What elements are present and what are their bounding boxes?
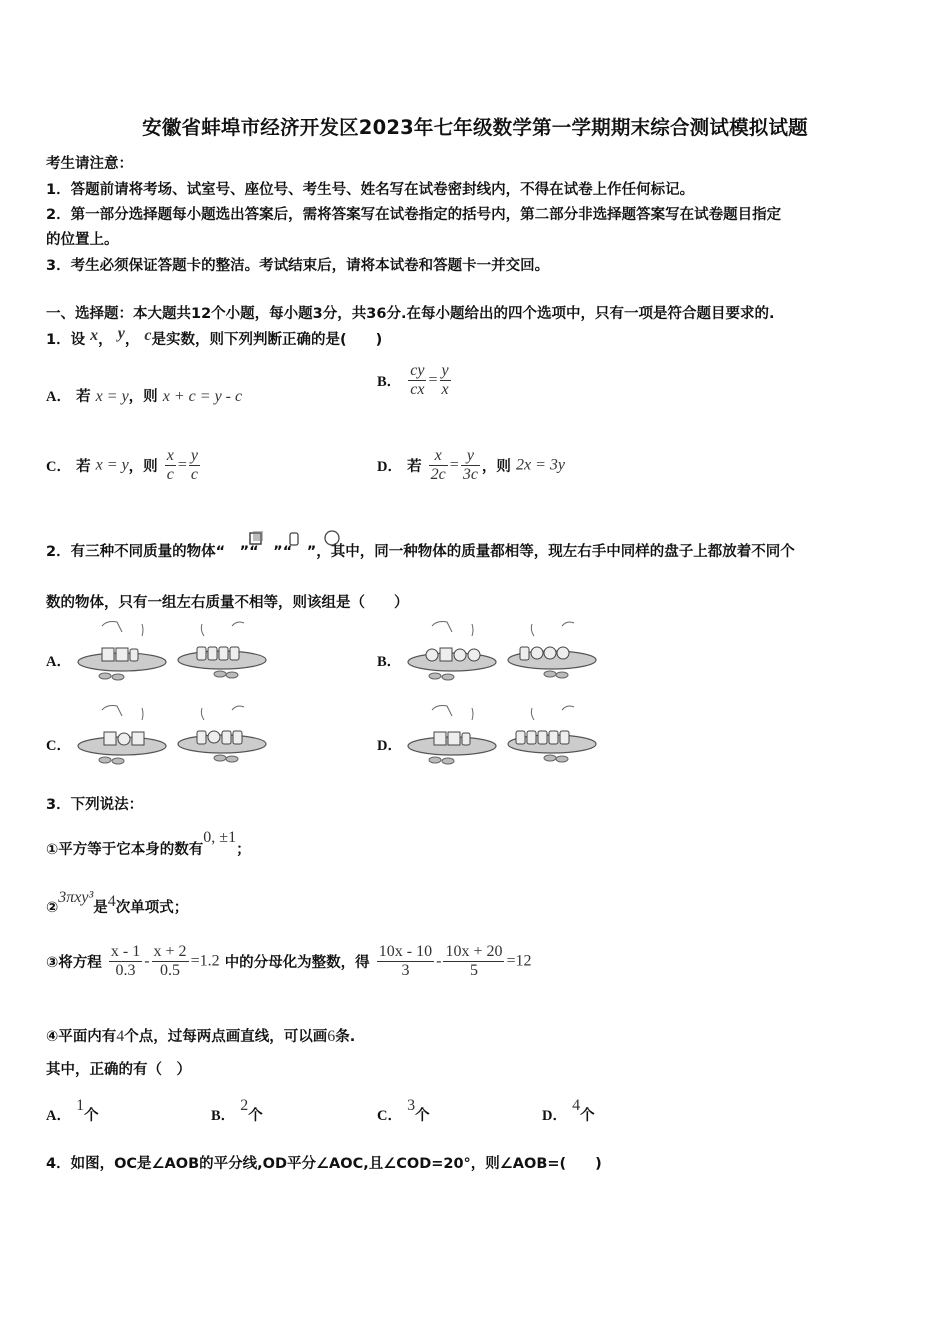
notice-item-2: 2．第一部分选择题每小题选出答案后，需将答案写在试卷指定的括号内，第二部分非选择题答案写在试卷题目指定 (46, 207, 782, 223)
q3-b-unit: 个 (248, 1108, 263, 1124)
q1-d-label: D． (377, 459, 402, 475)
q3-statement-3 (46, 943, 532, 980)
notice-item-3: 3．考生必须保证答题卡的整洁。考试结束后，请将本试卷和答题卡一并交回。 (46, 258, 550, 274)
sphere-icon (325, 531, 339, 545)
q3-s1-end: ； (236, 842, 251, 858)
q3-s4-n2: 6 (327, 1028, 336, 1045)
q3-ask: 其中，正确的有（ ） (46, 1062, 191, 1078)
q1-a-expr2: x + c = y - c (162, 388, 243, 405)
q3-s1-math: 0, ±1 (203, 829, 237, 846)
q3-s2-num: 4 (107, 893, 116, 910)
q1-d-den2: 3c (462, 466, 478, 483)
q3-s3-frac2-num: x + 2 (153, 943, 187, 960)
q3-s3-prefix: ③将方程 (46, 955, 102, 971)
q3-d-unit: 个 (580, 1108, 595, 1124)
q1-a-text1: 若 (76, 389, 91, 405)
q3-s3-frac3-num: 10x - 10 (378, 943, 433, 960)
q3-statement-4 (46, 1025, 355, 1046)
q3-s3-frac1 (109, 943, 142, 980)
q3-b-label: B． (211, 1108, 236, 1124)
q3-statement-2 (46, 889, 189, 917)
q1-b-label: B． (377, 374, 402, 390)
q1-d-text1: 若 (407, 459, 422, 475)
q3-s3-frac4-num: 10x + 20 (445, 943, 503, 960)
q1-c-num1: x (166, 447, 174, 464)
q1-option-c[interactable] (46, 447, 202, 484)
q1-a-label: A． (46, 389, 71, 405)
q2-line2: 数的物体，只有一组左右质量不相等，则该组是（ ） (46, 595, 409, 611)
q3-s3-minus: - (144, 952, 150, 970)
notice-item-1: 1．答题前请将考场、试室号、座位号、考生号、姓名写在试卷密封线内，不得在试卷上作任何标记。 (46, 182, 695, 198)
q3-s4-text1: ④平面内有 (46, 1029, 117, 1045)
q3-option-c[interactable] (377, 1097, 430, 1125)
q3-s3-rhs2: =12 (506, 952, 532, 970)
q1-c-frac1 (165, 447, 176, 484)
q1-option-d[interactable] (377, 447, 565, 484)
q3-s3-frac2 (152, 943, 189, 980)
left-plate (408, 622, 496, 681)
cylinder-icon (290, 533, 298, 545)
q3-s4-text2: 个点，过每两点画直线，可以画 (124, 1029, 328, 1045)
q3-statement-1 (46, 829, 251, 859)
right-plate (508, 622, 596, 678)
q3-s3-frac4 (443, 943, 504, 980)
q3-option-a[interactable] (46, 1097, 99, 1125)
q2-c-label[interactable]: C． (46, 738, 71, 754)
q3-s3-frac3-den: 3 (401, 962, 410, 979)
left-plate (78, 622, 166, 681)
q3-s4-text3: 条. (335, 1029, 356, 1045)
q3-s2-end: 次单项式； (115, 900, 189, 916)
notice-item-2-cont: 的位置上。 (46, 232, 119, 248)
q3-s3-rhs: =1.2 (190, 952, 220, 970)
q1-c-expr1: x = y (95, 456, 129, 474)
q3-s2-text: 是 (93, 900, 108, 916)
q2-d-label[interactable]: D． (377, 738, 402, 754)
q2-a-label[interactable]: A． (46, 654, 71, 670)
q3-a-num: 1 (76, 1097, 85, 1114)
q1-b-den1: cx (410, 381, 425, 398)
q2-b-label[interactable]: B． (377, 654, 402, 670)
q1-stem-suffix: 是实数，则下列判断正确的是( ) (151, 332, 383, 348)
q3-a-unit: 个 (84, 1108, 99, 1124)
q3-s2-prefix: ② (46, 900, 59, 916)
q2-b-scale-image (402, 618, 602, 690)
q1-d-num2: y (461, 447, 480, 466)
q1-c-frac2 (189, 447, 200, 484)
left-plate (78, 706, 166, 765)
q1-d-eq: = (449, 456, 459, 474)
q3-d-label: D． (542, 1108, 567, 1124)
q3-c-num: 3 (407, 1097, 416, 1114)
q1-b-frac2 (440, 362, 451, 399)
q1-b-eq: = (428, 371, 438, 389)
right-plate (508, 706, 596, 762)
q1-d-den1: 2c (430, 466, 446, 483)
q3-c-unit: 个 (415, 1108, 430, 1124)
q1-d-num1: x (429, 447, 448, 466)
q3-s3-frac1-num: x - 1 (110, 943, 141, 960)
q2-line1: 2．有三种不同质量的物体“ ”“ ”“ ”，其中，同一种物体的质量都相等，现左右手中同样的盘子上都放着不同个 (46, 544, 795, 560)
q3-s2-math: 3πxy³ (58, 889, 94, 906)
q1-a-expr1: x = y (95, 388, 129, 405)
q1-option-b[interactable] (377, 362, 453, 399)
q1-b-num2: y (441, 362, 449, 379)
q1-d-text2: ，则 (481, 459, 511, 475)
q1-c-eq: = (177, 456, 187, 474)
q1-a-text2: ，则 (128, 389, 158, 405)
q3-d-num: 4 (572, 1097, 581, 1114)
q3-s3-frac4-den: 5 (469, 962, 478, 979)
q3-c-label: C． (377, 1108, 402, 1124)
q1-var-x: x (90, 327, 99, 344)
q2-a-scale-image (72, 618, 272, 690)
q2-shape-icons (246, 530, 346, 550)
q3-s3-mid: 中的分母化为整数，得 (224, 955, 370, 971)
cube-icon (250, 531, 263, 544)
page-title: 安徽省蚌埠市经济开发区2023年七年级数学第一学期期末综合测试模拟试题 (142, 116, 808, 139)
q3-b-num: 2 (240, 1097, 249, 1114)
q1-c-text2: ，则 (128, 459, 158, 475)
q3-s3-frac1-den: 0.3 (115, 962, 136, 979)
q1-c-label: C． (46, 459, 71, 475)
q1-c-num2: y (190, 447, 199, 464)
q1-c-den2: c (190, 466, 199, 483)
q2-c-scale-image (72, 702, 272, 774)
q3-s1-text: ①平方等于它本身的数有 (46, 842, 204, 858)
notice-heading: 考生请注意： (46, 156, 133, 172)
q3-s3-minus2: - (436, 952, 442, 970)
q1-b-num1: cy (410, 362, 425, 379)
q1-var-c: c (144, 327, 152, 344)
q1-c-den1: c (166, 466, 174, 483)
q4-stem: 4．如图，OC是∠AOB的平分线,OD平分∠AOC,且∠COD=20°，则∠AOB=( ) (46, 1156, 602, 1172)
right-plate (178, 622, 266, 678)
q3-option-d[interactable] (542, 1097, 595, 1125)
q1-stem: 1．设 x， y， c是实数，则下列判断正确的是( ) (46, 325, 383, 348)
q1-d-expr2: 2x = 3y (516, 456, 566, 474)
q3-option-b[interactable] (211, 1097, 263, 1125)
q1-d-frac2 (461, 447, 480, 484)
section-heading: 一、选择题：本大题共12个小题，每小题3分，共36分.在每小题给出的四个选项中，只有一项是符合题目要求的. (46, 306, 775, 322)
q3-s3-frac3 (377, 943, 434, 980)
q1-stem-prefix: 1．设 (46, 332, 86, 348)
q1-c-text1: 若 (76, 459, 91, 475)
q3-a-label: A． (46, 1108, 71, 1124)
q1-var-y: y (117, 325, 125, 342)
q1-b-den2: x (441, 381, 449, 398)
q3-stem: 3．下列说法： (46, 797, 144, 813)
right-plate (178, 706, 266, 762)
q3-s3-frac2-den: 0.5 (160, 962, 181, 979)
q3-s4-n1: 4 (116, 1028, 125, 1045)
q2-d-scale-image (402, 702, 602, 774)
q1-d-frac1 (429, 447, 448, 484)
left-plate (408, 706, 496, 765)
q1-option-a[interactable] (46, 385, 242, 406)
q1-b-frac1 (408, 362, 426, 399)
